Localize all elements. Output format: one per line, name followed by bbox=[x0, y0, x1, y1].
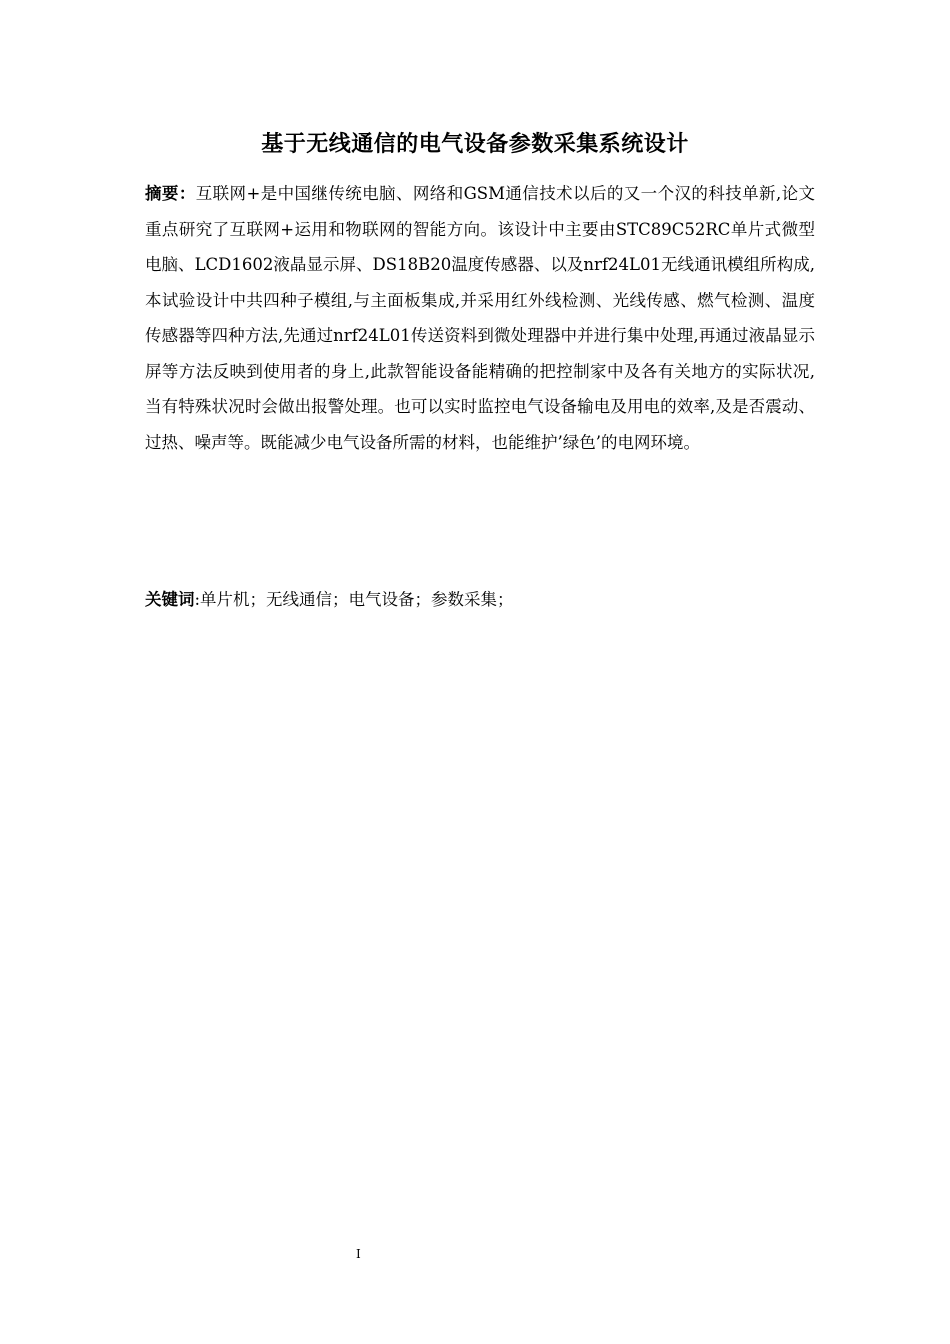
keywords-label: 关键词 bbox=[145, 590, 195, 609]
abstract-label: 摘要： bbox=[145, 184, 196, 203]
document-title: 基于无线通信的电气设备参数采集系统设计 bbox=[261, 132, 689, 157]
keywords-line bbox=[145, 585, 815, 615]
keywords-text: :单片机；无线通信；电气设备；参数采集； bbox=[194, 590, 514, 609]
abstract-text: 互联网+是中国继传统电脑、网络和GSM通信技术以后的又一个汉的科技单新,论文重点研究了互联网+运用和物联网的智能方向。该设计中主要由STC89C52RC单片式微型电脑、LCD1602液晶显示屏、DS18B20温度传感器、以及nrf24L01无线通讯模组所构成,本试验设计中共四种子模组,与主面板集成,并采用红外线检测、光线传感、燃气检测、温度传感器等四种方法,先通过nrf24L01传送资料到微处理器中并进行集中处理,再通过液晶显示屏等方法反映到使用者的身上,此款智能设备能精确的把控制家中及各有关地方的实际状况,当有特殊状况时会做出报警处理。也可以实时监控电气设备输电及用电的效率,及是否震动、过热、噪声等。既能减少电气设备所需的材料，也能维护’绿色’的电网环境。 bbox=[145, 184, 816, 452]
page-number: I bbox=[356, 1247, 361, 1261]
abstract-paragraph bbox=[145, 176, 815, 460]
